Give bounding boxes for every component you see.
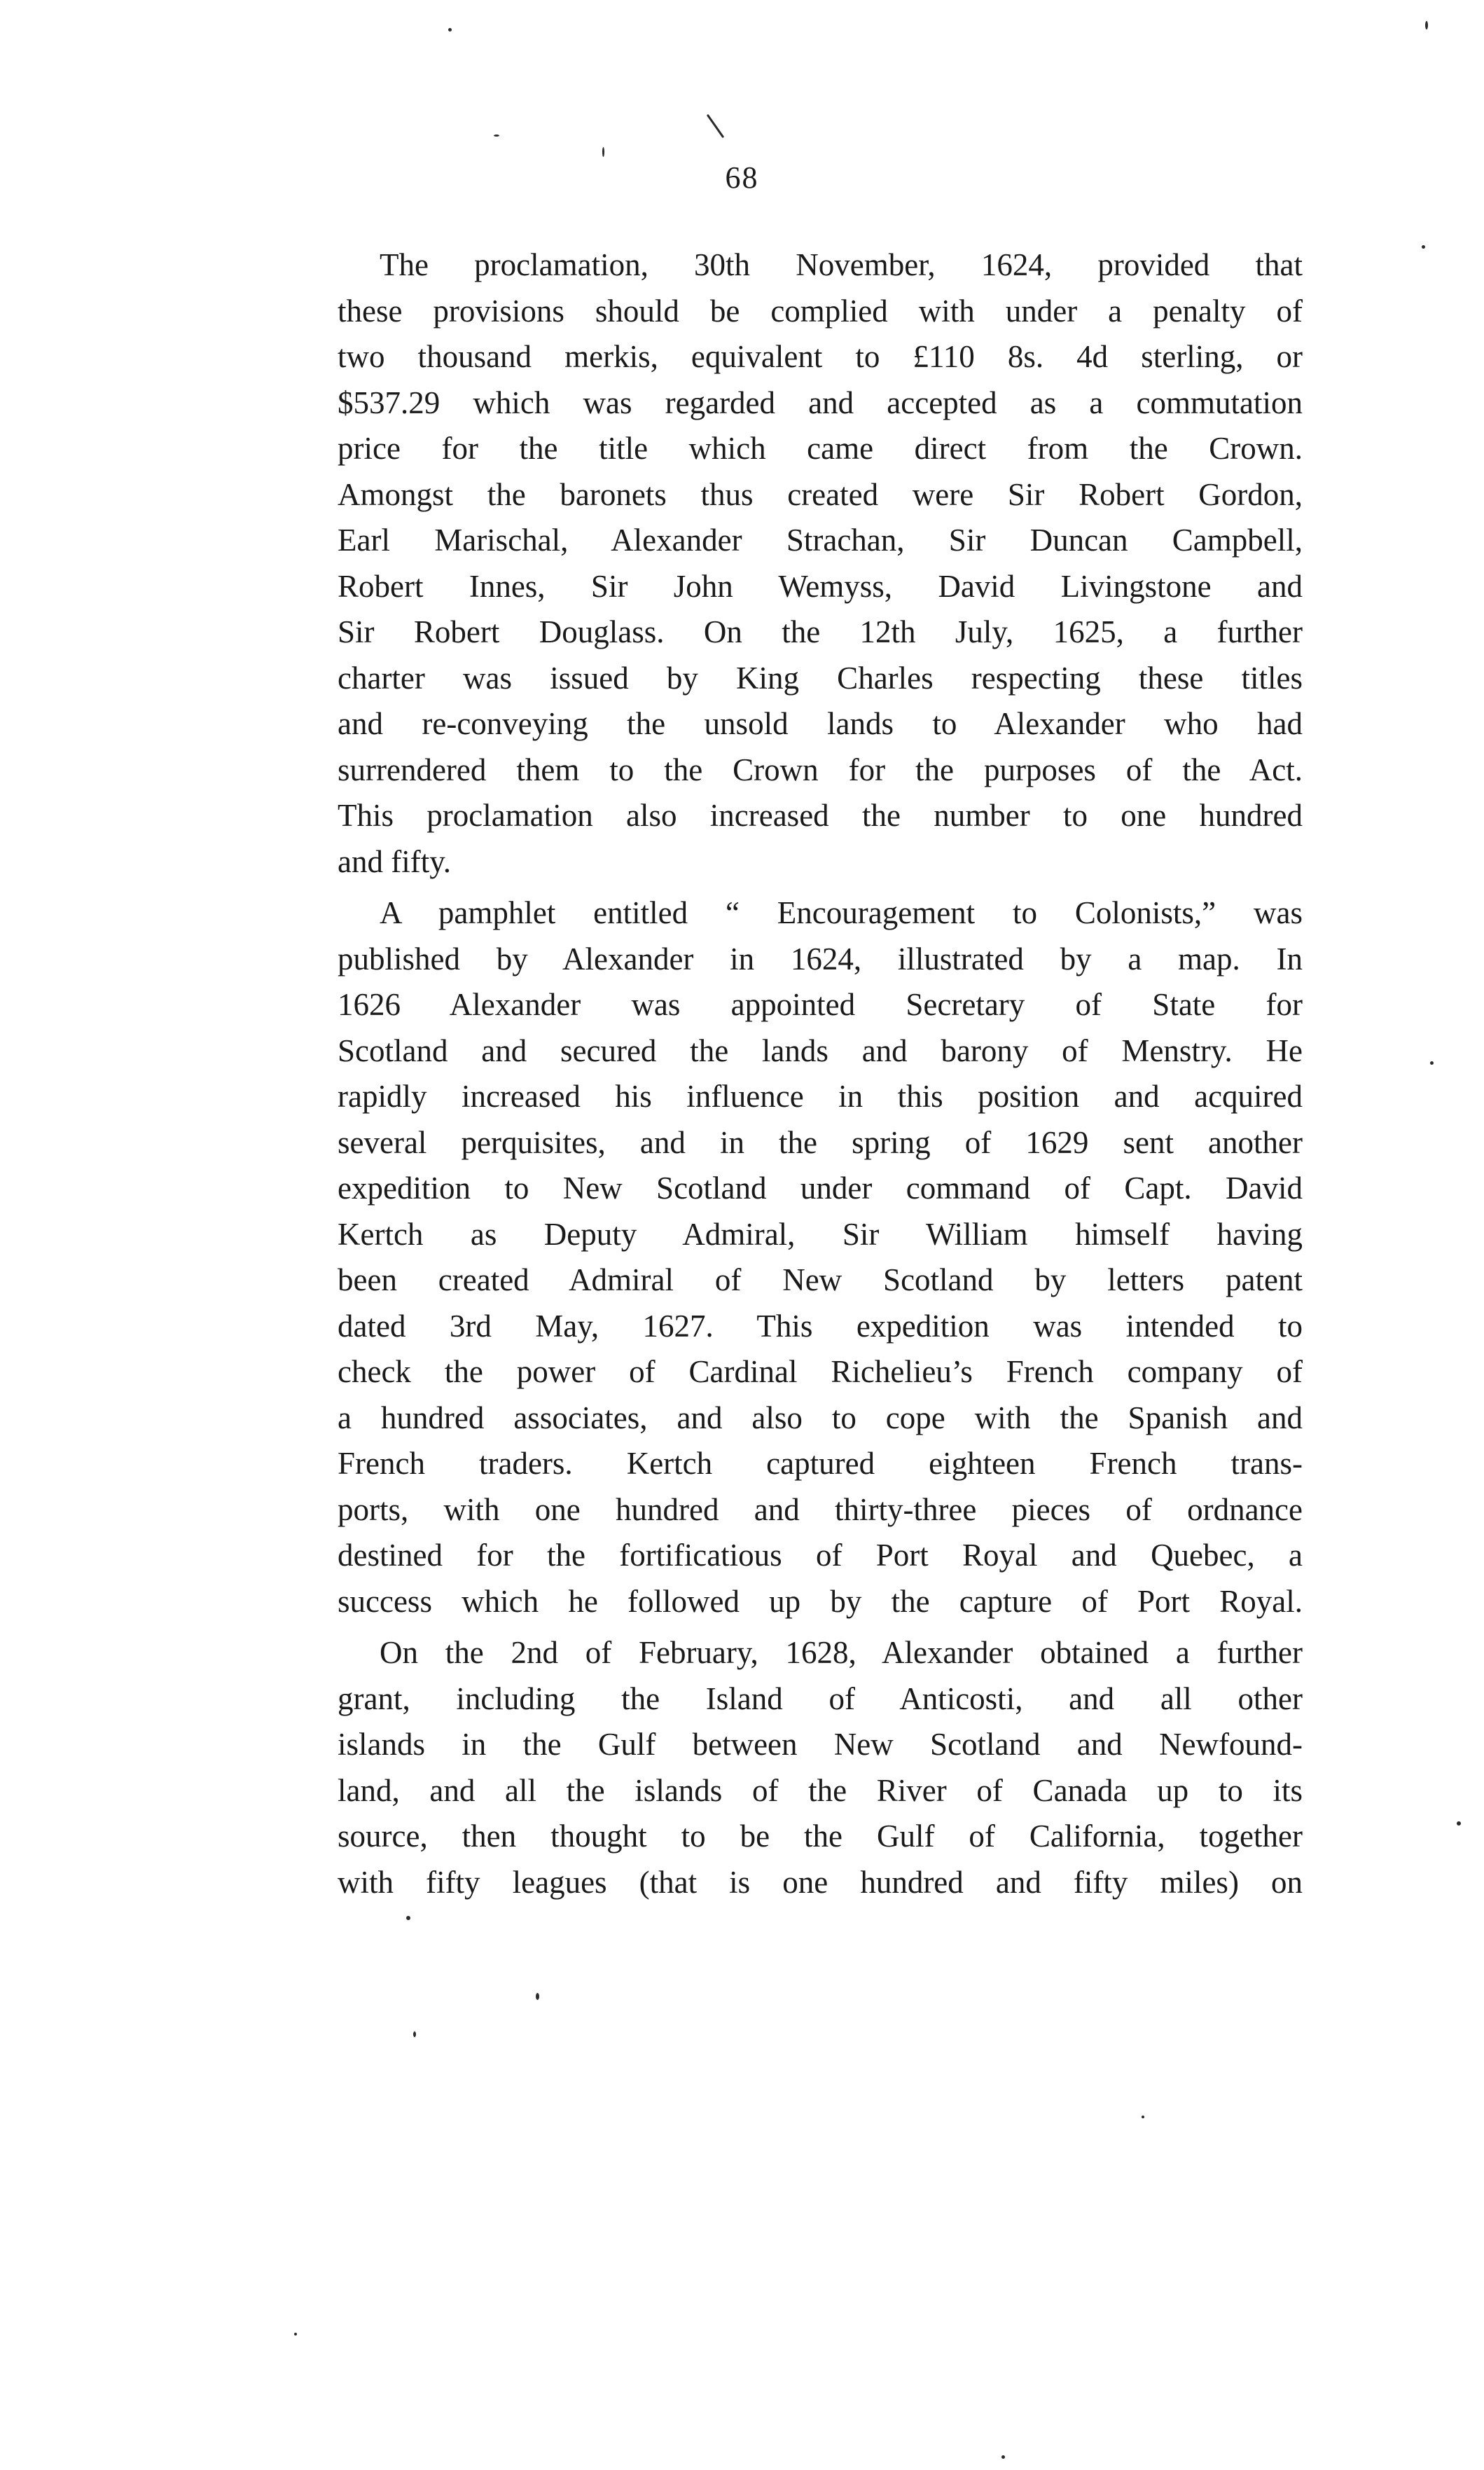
scan-speck — [1142, 2116, 1144, 2118]
scan-speck — [536, 1993, 539, 2000]
scan-speck — [448, 28, 452, 32]
text-line: The proclamation, 30th November, 1624, provided that — [380, 247, 1303, 282]
paragraph-1 — [338, 242, 1303, 885]
text-line: two thousand merkis, equivalent to £110 8s. 4d sterling, or — [338, 339, 1303, 374]
text-line: surrendered them to the Crown for the purposes of the Act. — [338, 752, 1303, 787]
scan-speck — [1422, 245, 1425, 249]
text-line: French traders. Kertch captured eighteen French trans- — [338, 1446, 1303, 1481]
text-line: these provisions should be complied with under a penalty of — [338, 293, 1303, 329]
page-number: 68 — [725, 160, 759, 195]
paragraph-2 — [338, 890, 1303, 1624]
text-line: price for the title which came direct from the Crown. — [338, 431, 1303, 466]
text-line: charter was issued by King Charles respecting these titles — [338, 660, 1303, 696]
text-line: On the 2nd of February, 1628, Alexander obtained a further — [380, 1635, 1303, 1670]
text-line: expedition to New Scotland under command of Capt. David — [338, 1171, 1303, 1206]
text-line: Amongst the baronets thus created were Sir Robert Gordon, — [338, 476, 1303, 512]
scan-speck — [494, 134, 499, 137]
text-line: $537.29 which was regarded and accepted as a commutation — [338, 385, 1303, 420]
scan-speck — [413, 2031, 416, 2037]
text-line: A pamphlet entitled “ Encouragement to Colonists,” was — [380, 895, 1303, 930]
text-line: dated 3rd May, 1627. This expedition was intended to — [338, 1308, 1303, 1344]
scan-speck — [1430, 1061, 1434, 1065]
text-line: This proclamation also increased the number to one hundred — [338, 798, 1303, 833]
text-line: with fifty leagues (that is one hundred and fifty miles) on — [338, 1864, 1303, 1900]
text-line: land, and all the islands of the River of Canada up to its — [338, 1772, 1303, 1808]
paragraph-gap — [338, 885, 1303, 890]
text-line: been created Admiral of New Scotland by letters patent — [338, 1262, 1303, 1297]
paragraph-3 — [338, 1630, 1303, 1905]
text-line: and re-conveying the unsold lands to Alexander who had — [338, 706, 1303, 741]
scan-speck — [1425, 21, 1428, 29]
scan-speck — [602, 147, 604, 157]
text-line: 1626 Alexander was appointed Secretary of State for — [338, 987, 1303, 1022]
body-text — [338, 242, 1303, 1905]
text-line: source, then thought to be the Gulf of California, together — [338, 1819, 1303, 1854]
text-line: Earl Marischal, Alexander Strachan, Sir Duncan Campbell, — [338, 523, 1303, 558]
text-line: Kertch as Deputy Admiral, Sir William himself having — [338, 1216, 1303, 1252]
scan-speck — [406, 1916, 410, 1920]
text-line: check the power of Cardinal Richelieu’s French company of — [338, 1354, 1303, 1389]
text-line: and fifty. — [338, 843, 452, 879]
text-line: Sir Robert Douglass. On the 12th July, 1625, a further — [338, 614, 1303, 649]
scan-speck — [294, 2333, 297, 2336]
text-line: rapidly increased his influence in this position and acquired — [338, 1079, 1303, 1114]
text-line: Scotland and secured the lands and barony of Menstry. He — [338, 1033, 1303, 1068]
text-line: ports, with one hundred and thirty-three pieces of ordnance — [338, 1491, 1303, 1527]
text-line: Robert Innes, Sir John Wemyss, David Livingstone and — [338, 568, 1303, 604]
text-line: destined for the fortificatious of Port Royal and Quebec, a — [338, 1538, 1303, 1573]
scan-speck — [1457, 1821, 1461, 1826]
text-line: a hundred associates, and also to cope with the Spanish and — [338, 1400, 1303, 1435]
scan-speck — [707, 114, 724, 138]
text-line: islands in the Gulf between New Scotland and Newfound- — [338, 1727, 1303, 1762]
paragraph-gap — [338, 1624, 1303, 1630]
text-line: grant, including the Island of Anticosti, and all other — [338, 1681, 1303, 1716]
scan-speck — [1001, 2455, 1005, 2459]
text-line: success which he followed up by the capture of Port Royal. — [338, 1583, 1303, 1619]
text-line: several perquisites, and in the spring of 1629 sent another — [338, 1124, 1303, 1160]
text-line: published by Alexander in 1624, illustrated by a map. In — [338, 941, 1303, 977]
